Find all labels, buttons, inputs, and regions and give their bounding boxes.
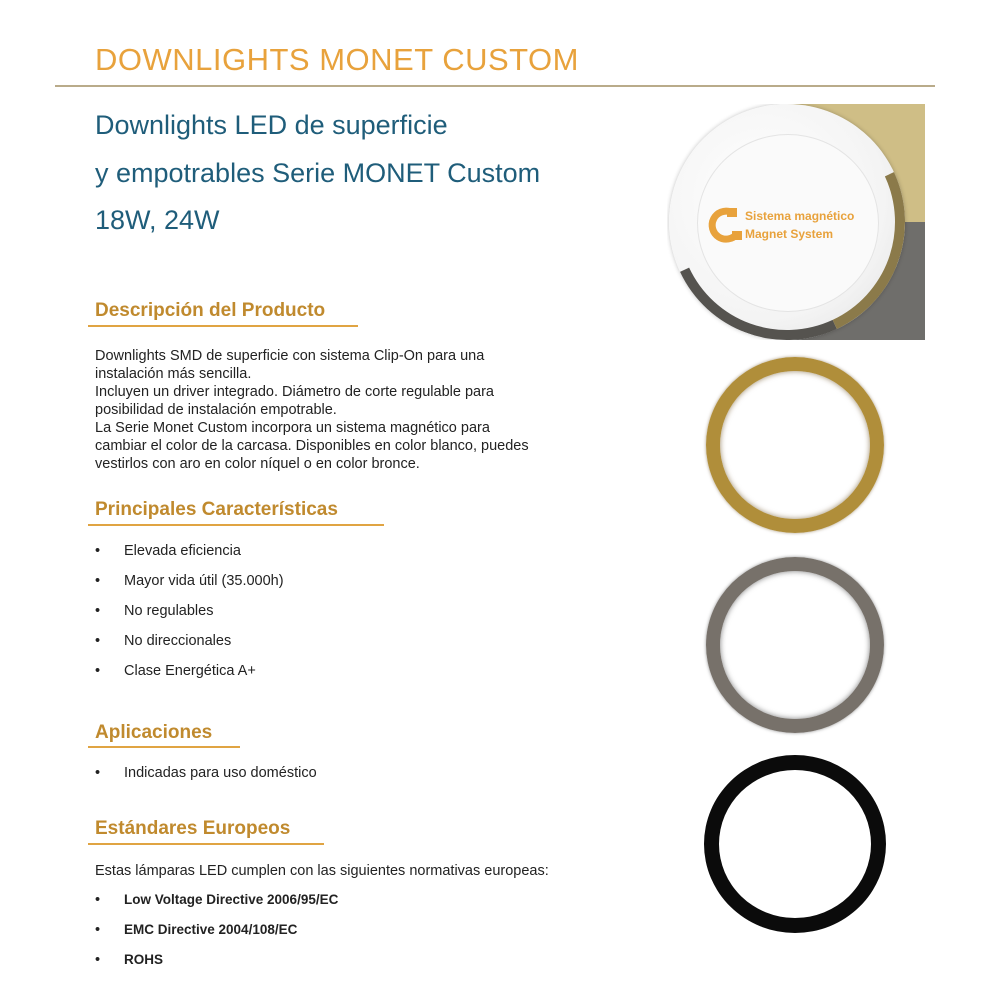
bronze-ring-image [706, 357, 884, 533]
standards-intro: Estas lámparas LED cumplen con las siguientes normativas europeas: [95, 863, 549, 879]
applications-underline [88, 746, 240, 748]
features-heading: Principales Características [95, 499, 338, 520]
nickel-ring-image [706, 557, 884, 733]
standards-underline [88, 843, 324, 845]
bullet-icon: • [95, 922, 101, 938]
bullet-icon: • [95, 573, 101, 589]
description-line: Downlights SMD de superficie con sistema Clip-On para una [95, 348, 485, 364]
subtitle-line-3: 18W, 24W [95, 205, 220, 235]
magnet-label-en: Magnet System [745, 227, 834, 241]
applications-heading: Aplicaciones [95, 722, 213, 743]
subtitle-line-1: Downlights LED de superficie [95, 110, 448, 140]
description-line: instalación más sencilla. [95, 366, 252, 382]
description-line: Incluyen un driver integrado. Diámetro de corte regulable para [95, 384, 494, 400]
bullet-icon: • [95, 633, 101, 649]
features-underline [88, 524, 384, 526]
header-divider [55, 85, 935, 87]
bullet-icon: • [95, 952, 101, 968]
bullet-icon: • [95, 663, 101, 679]
description-line: cambiar el color de la carcasa. Disponibles en color blanco, puedes [95, 438, 529, 454]
description-line: vestirlos con aro en color níquel o en color bronce. [95, 456, 420, 472]
description-line: La Serie Monet Custom incorpora un sistema magnético para [95, 420, 490, 436]
black-ring-image [704, 755, 886, 933]
magnet-label-es: Sistema magnético [745, 209, 855, 223]
description-underline [88, 325, 358, 327]
description-line: posibilidad de instalación empotrable. [95, 402, 337, 418]
description-text [95, 347, 655, 473]
subtitle-line-2: y empotrables Serie MONET Custom [95, 158, 541, 188]
page-title: DOWNLIGHTS MONET CUSTOM [95, 42, 579, 77]
bullet-icon: • [95, 892, 101, 908]
magnet-system-label [745, 207, 854, 243]
magnet-icon [701, 204, 745, 248]
bullet-icon: • [95, 603, 101, 619]
bullet-icon: • [95, 765, 101, 781]
standards-heading: Estándares Europeos [95, 818, 291, 839]
product-image [667, 104, 925, 340]
bullet-icon: • [95, 543, 101, 559]
description-heading: Descripción del Producto [95, 300, 326, 321]
